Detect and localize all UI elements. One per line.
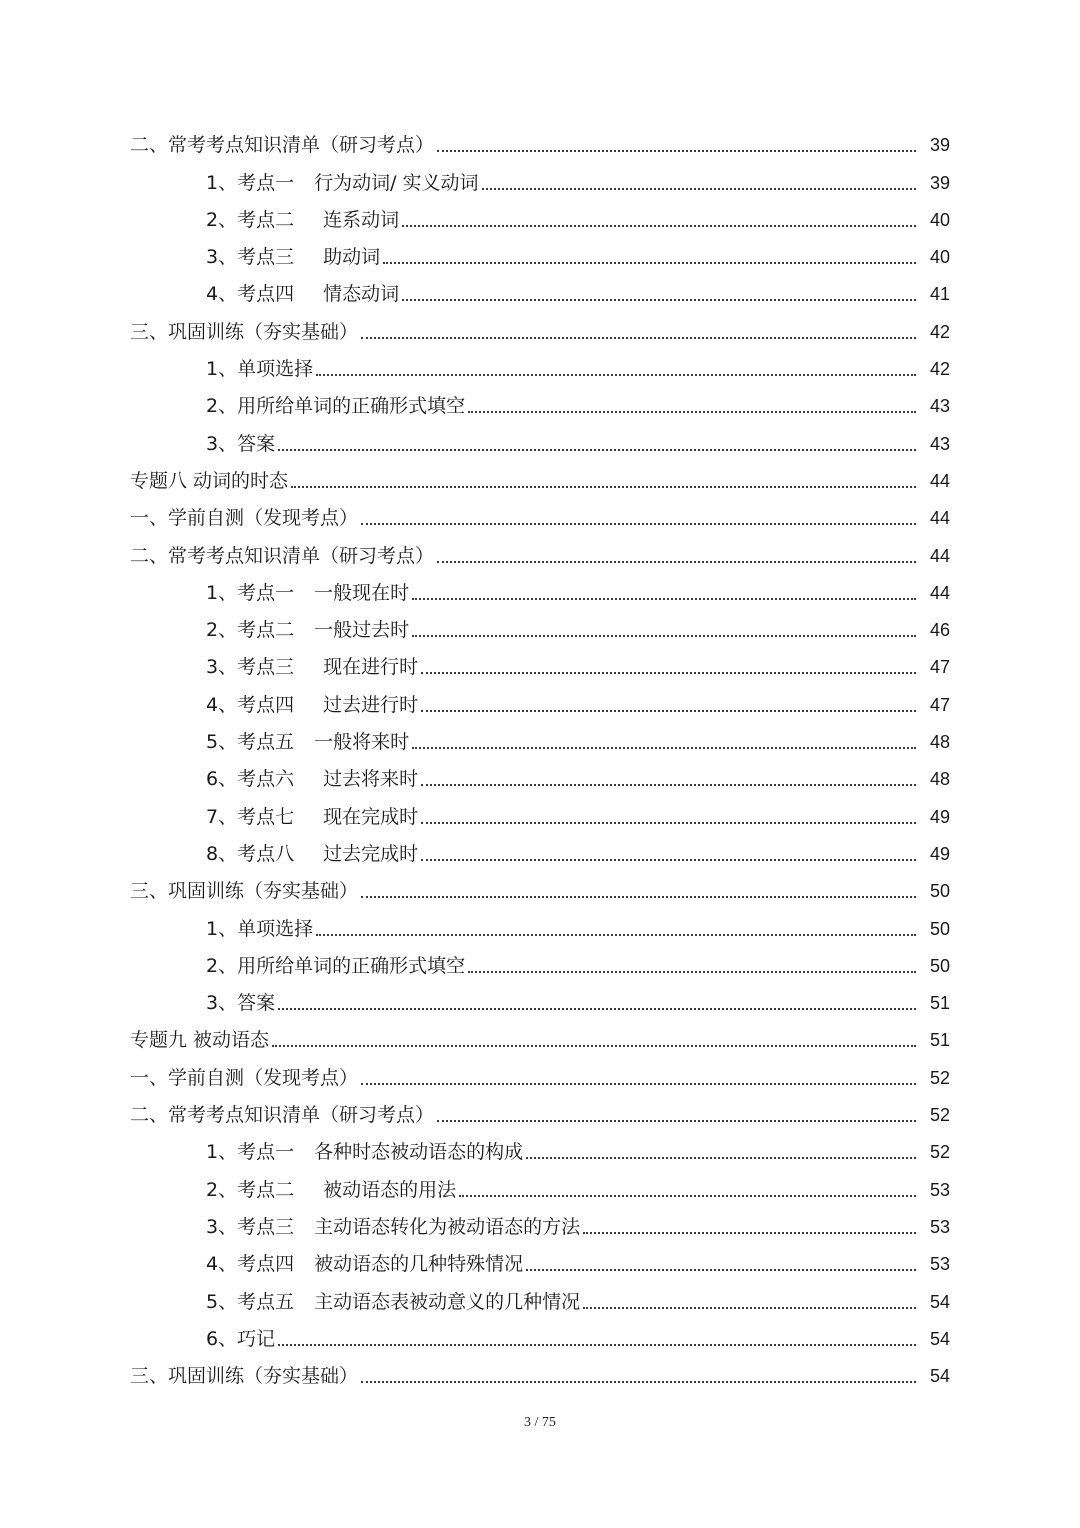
toc-entry[interactable]	[0, 575, 1080, 612]
toc-entry-page: 48	[929, 769, 950, 790]
toc-entry-title: 主动语态转化为被动语态的方法	[314, 1215, 581, 1238]
page-number: 3 / 75	[524, 1415, 556, 1430]
toc-entry-page: 50	[929, 918, 950, 939]
toc-entry-label: 3、考点三	[206, 656, 295, 679]
toc-entry-label: 1、考点一	[206, 581, 295, 604]
toc-entry[interactable]	[0, 239, 1080, 276]
dot-leader	[421, 710, 916, 712]
toc-entry[interactable]	[0, 276, 1080, 313]
toc-entry-title: 被动语态的几种特殊情况	[314, 1253, 524, 1276]
toc-entry-label: 1、单项选择	[206, 358, 314, 381]
toc-entry-title: 一般现在时	[314, 581, 410, 604]
toc-entry-page: 53	[929, 1179, 950, 1200]
toc-entry[interactable]	[0, 1097, 1080, 1134]
toc-entry-label: 2、考点二	[206, 619, 295, 642]
toc-entry[interactable]	[0, 1171, 1080, 1208]
dot-leader	[526, 1157, 916, 1159]
toc-entry-page: 43	[929, 433, 950, 454]
dot-leader	[412, 598, 916, 600]
toc-entry-label: 5、考点五	[206, 1290, 295, 1313]
toc-entry-page: 52	[929, 1142, 950, 1163]
toc-entry[interactable]	[0, 388, 1080, 425]
toc-entry-label: 专题九 被动语态	[130, 1029, 270, 1052]
toc-entry[interactable]	[0, 910, 1080, 947]
toc-entry[interactable]	[0, 1283, 1080, 1320]
toc-entry-label: 2、用所给单词的正确形式填空	[206, 954, 466, 977]
toc-entry-title: 现在进行时	[323, 656, 419, 679]
toc-entry-label: 6、考点六	[206, 768, 295, 791]
toc-entry-page: 53	[929, 1254, 950, 1275]
toc-entry-label: 3、答案	[206, 432, 276, 455]
dot-leader	[291, 486, 916, 488]
toc-entry[interactable]	[0, 985, 1080, 1022]
dot-leader	[526, 1269, 916, 1271]
toc-entry-page: 47	[929, 694, 950, 715]
toc-entry-label: 2、用所给单词的正确形式填空	[206, 395, 466, 418]
toc-entry-label: 2、考点二	[206, 1178, 295, 1201]
toc-entry[interactable]	[0, 1209, 1080, 1246]
dot-leader	[421, 822, 916, 824]
toc-entry-title: 一般将来时	[314, 731, 410, 754]
toc-entry-label: 4、考点四	[206, 693, 295, 716]
toc-entry-page: 54	[929, 1366, 950, 1387]
toc-entry[interactable]	[0, 798, 1080, 835]
toc-entry-label: 专题八 动词的时态	[130, 469, 289, 492]
toc-entry-page: 40	[929, 247, 950, 268]
dot-leader	[278, 1344, 916, 1346]
dot-leader	[361, 1083, 916, 1085]
toc-entry-page: 44	[929, 545, 950, 566]
toc-entry-page: 49	[929, 843, 950, 864]
toc-entry-label: 6、巧记	[206, 1327, 276, 1350]
toc-entry-label: 二、常考考点知识清单（研习考点）	[130, 544, 435, 567]
toc-entry-page: 40	[929, 209, 950, 230]
dot-leader	[402, 225, 916, 227]
toc-entry-page: 54	[929, 1328, 950, 1349]
dot-leader	[402, 299, 916, 301]
dot-leader	[316, 374, 916, 376]
dot-leader	[278, 449, 916, 451]
toc-entry-label: 1、考点一	[206, 1141, 295, 1164]
dot-leader	[412, 747, 916, 749]
toc-entry-label: 4、考点四	[206, 283, 295, 306]
dot-leader	[361, 523, 916, 525]
toc-entry[interactable]	[0, 1321, 1080, 1358]
dot-leader	[468, 411, 916, 413]
toc-entry[interactable]	[0, 948, 1080, 985]
toc-entry[interactable]	[0, 164, 1080, 201]
toc-entry[interactable]	[0, 1134, 1080, 1171]
dot-leader	[583, 1307, 916, 1309]
toc-entry[interactable]	[0, 351, 1080, 388]
toc-entry-label: 一、学前自测（发现考点）	[130, 1066, 359, 1089]
toc-entry[interactable]	[0, 612, 1080, 649]
dot-leader	[278, 1008, 916, 1010]
dot-leader	[468, 971, 916, 973]
toc-entry[interactable]	[0, 313, 1080, 350]
toc-entry-page: 54	[929, 1291, 950, 1312]
dot-leader	[412, 635, 916, 637]
toc-entry-page: 49	[929, 806, 950, 827]
toc-entry-title: 连系动词	[323, 208, 400, 231]
toc-entry[interactable]	[0, 686, 1080, 723]
toc-entry-page: 42	[929, 359, 950, 380]
toc-entry-page: 39	[929, 172, 950, 193]
toc-entry[interactable]	[0, 425, 1080, 462]
toc-entry-label: 三、巩固训练（夯实基础）	[130, 880, 359, 903]
toc-entry[interactable]	[0, 537, 1080, 574]
toc-entry-label: 5、考点五	[206, 731, 295, 754]
toc-entry-page: 39	[929, 135, 950, 156]
toc-entry-page: 48	[929, 732, 950, 753]
toc-entry-title: 各种时态被动语态的构成	[314, 1141, 524, 1164]
dot-leader	[583, 1232, 916, 1234]
toc-entry-page: 46	[929, 620, 950, 641]
toc-entry-label: 4、考点四	[206, 1253, 295, 1276]
toc-entry-label: 三、巩固训练（夯实基础）	[130, 320, 359, 343]
toc-entry-title: 过去将来时	[323, 768, 419, 791]
toc-entry-title: 情态动词	[323, 283, 400, 306]
dot-leader	[421, 672, 916, 674]
toc-entry-title: 一般过去时	[314, 619, 410, 642]
dot-leader	[437, 150, 916, 152]
toc-entry[interactable]	[0, 1358, 1080, 1395]
toc-entry-label: 二、常考考点知识清单（研习考点）	[130, 134, 435, 157]
dot-leader	[459, 1195, 916, 1197]
toc-entry-label: 三、巩固训练（夯实基础）	[130, 1365, 359, 1388]
dot-leader	[272, 1045, 916, 1047]
dot-leader	[482, 188, 916, 190]
toc-entry-page: 51	[929, 993, 950, 1014]
toc-entry[interactable]	[0, 1059, 1080, 1096]
toc-entry-page: 50	[929, 881, 950, 902]
dot-leader	[361, 1381, 916, 1383]
dot-leader	[421, 859, 916, 861]
toc-entry-page: 42	[929, 321, 950, 342]
dot-leader	[383, 262, 916, 264]
dot-leader	[437, 1120, 916, 1122]
toc-entry-page: 52	[929, 1067, 950, 1088]
dot-leader	[421, 784, 916, 786]
dot-leader	[316, 934, 916, 936]
table-of-contents	[0, 127, 1080, 1395]
toc-entry[interactable]	[0, 463, 1080, 500]
toc-entry-label: 3、考点三	[206, 246, 295, 269]
toc-entry[interactable]	[0, 1246, 1080, 1283]
toc-entry-page: 53	[929, 1216, 950, 1237]
toc-entry-label: 一、学前自测（发现考点）	[130, 507, 359, 530]
toc-entry-title: 现在完成时	[323, 805, 419, 828]
toc-entry-page: 43	[929, 396, 950, 417]
toc-entry-label: 2、考点二	[206, 208, 295, 231]
dot-leader	[437, 561, 916, 563]
toc-entry[interactable]	[0, 127, 1080, 164]
toc-entry[interactable]	[0, 202, 1080, 239]
toc-entry-label: 1、考点一	[206, 171, 295, 194]
toc-entry-title: 过去完成时	[323, 842, 419, 865]
toc-entry-title: 助动词	[323, 246, 381, 269]
toc-entry-title: 主动语态表被动意义的几种情况	[314, 1290, 581, 1313]
toc-entry[interactable]	[0, 873, 1080, 910]
toc-entry[interactable]	[0, 1022, 1080, 1059]
toc-entry-page: 41	[929, 284, 950, 305]
toc-entry[interactable]	[0, 761, 1080, 798]
toc-entry-page: 44	[929, 582, 950, 603]
toc-entry-page: 51	[929, 1030, 950, 1051]
toc-entry-label: 3、考点三	[206, 1215, 295, 1238]
toc-entry-page: 44	[929, 470, 950, 491]
toc-entry-label: 7、考点七	[206, 805, 295, 828]
dot-leader	[361, 337, 916, 339]
toc-entry-page: 44	[929, 508, 950, 529]
toc-entry-label: 1、单项选择	[206, 917, 314, 940]
toc-entry-title: 行为动词/ 实义动词	[314, 171, 479, 194]
toc-entry-label: 二、常考考点知识清单（研习考点）	[130, 1104, 435, 1127]
toc-entry-page: 47	[929, 657, 950, 678]
toc-entry-page: 52	[929, 1105, 950, 1126]
toc-entry[interactable]	[0, 649, 1080, 686]
toc-entry-title: 过去进行时	[323, 693, 419, 716]
toc-entry-label: 3、答案	[206, 992, 276, 1015]
toc-entry[interactable]	[0, 836, 1080, 873]
toc-entry-page: 50	[929, 955, 950, 976]
toc-entry[interactable]	[0, 500, 1080, 537]
dot-leader	[361, 896, 916, 898]
toc-entry-title: 被动语态的用法	[323, 1178, 457, 1201]
toc-entry[interactable]	[0, 724, 1080, 761]
toc-entry-label: 8、考点八	[206, 842, 295, 865]
